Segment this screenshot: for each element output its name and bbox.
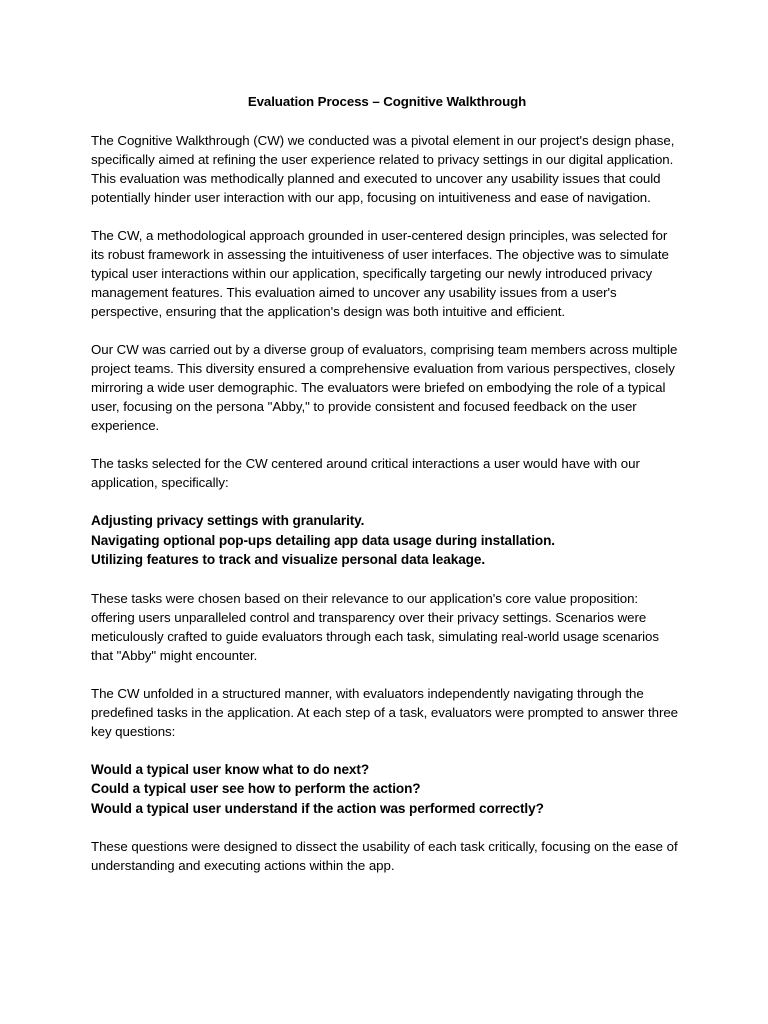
paragraph-method: The CW, a methodological approach grounded in user-centered design principles, was selected for its robust framework in assessing the intuitiveness of user interfaces. The objective was to simulate typical user interactions within our application, specifically targeting our newly introduced privacy management features. This evaluation aimed to uncover any usability issues from a user's perspective, ensuring that the application's design was both intuitive and efficient. xyxy=(91,228,669,319)
paragraph-evaluators: Our CW was carried out by a diverse group of evaluators, comprising team members across multiple project teams. This diversity ensured a comprehensive evaluation from various perspectives, closely mirroring a wide user demographic. The evaluators were briefed on embodying the role of a typical user, focusing on the persona "Abby," to provide consistent and focused feedback on the user experience. xyxy=(91,342,678,433)
task-item: Utilizing features to track and visualize personal data leakage. xyxy=(91,552,485,567)
paragraph-closing: These questions were designed to dissect the usability of each task critically, focusing on the ease of understanding and executing actions within the app. xyxy=(91,839,678,873)
document-body xyxy=(91,92,683,894)
paragraph-procedure: The CW unfolded in a structured manner, with evaluators independently navigating through the predefined tasks in the application. At each step of a task, evaluators were prompted to answer three key questions: xyxy=(91,685,679,739)
paragraph-task-rationale: These tasks were chosen based on their relevance to our application's core value proposition: offering users unparalleled control and transparency over their privacy settings. Scenarios were meticulously crafted to guide evaluators through each task, simulating real-world usage scenarios that "Abby" might encounter. xyxy=(91,590,659,663)
task-list xyxy=(91,511,683,570)
question-list xyxy=(91,760,683,819)
question-item: Would a typical user understand if the action was performed correctly? xyxy=(91,800,544,816)
task-item: Navigating optional pop-ups detailing app data usage during installation. xyxy=(91,532,555,548)
question-item: Would a typical user know what to do next? xyxy=(91,761,370,777)
task-item: Adjusting privacy settings with granularity. xyxy=(91,513,365,528)
document-title: Evaluation Process – Cognitive Walkthrough xyxy=(247,94,527,109)
paragraph-intro: The Cognitive Walkthrough (CW) we conducted was a pivotal element in our project's design phase, specifically aimed at refining the user experience related to privacy settings in our digital application. This evaluation was methodically planned and executed to uncover any usability issues that could potentially hinder user interaction with our app, focusing on intuitiveness and ease of navigation. xyxy=(91,133,675,205)
question-item: Could a typical user see how to perform the action? xyxy=(91,781,421,796)
paragraph-tasks-intro: The tasks selected for the CW centered around critical interactions a user would have with our application, specifically: xyxy=(91,456,640,490)
